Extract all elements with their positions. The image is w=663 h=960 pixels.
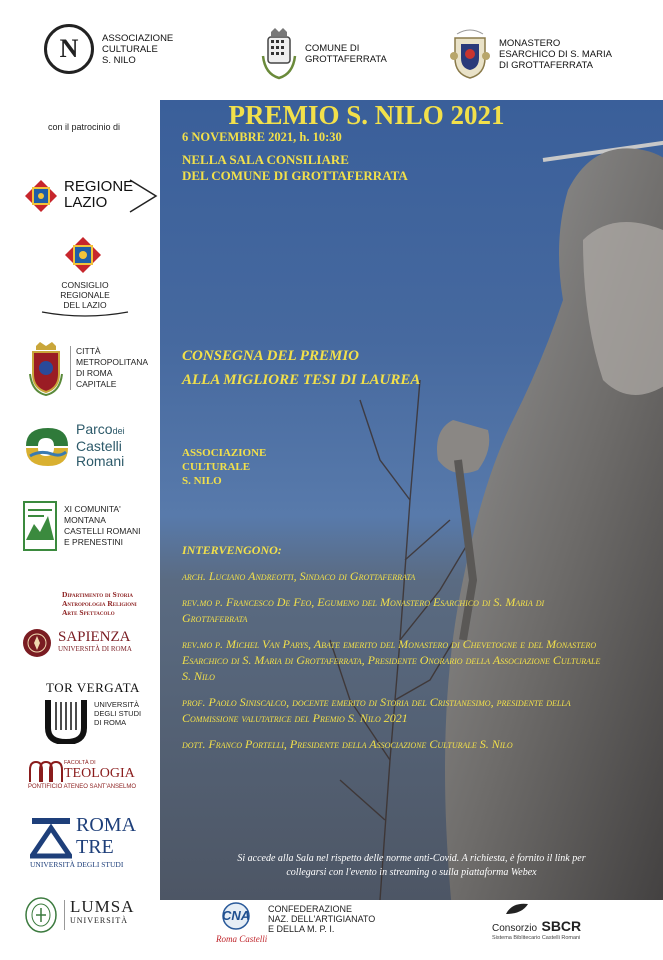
- torvergata-text: UNIVERSITÀ DEGLI STUDI DI ROMA: [94, 700, 142, 727]
- san-nilo-statue-image: [393, 120, 663, 900]
- cna-text: CONFEDERAZIONE NAZ. DELL'ARTIGIANATO E DELLA M. P. I.: [268, 904, 376, 934]
- speaker-item: prof. Paolo Siniscalco, docente emerito di Storia del Cristianesimo, presidente della Commissione valutatrice del Premio S. Nilo 2021: [182, 695, 571, 725]
- organizer: ASSOCIAZIONE CULTURALE S. NILO: [182, 447, 267, 487]
- comunita-montana-logo-icon: [22, 500, 58, 552]
- cna-roma-castelli: CNA Roma Castelli: [216, 902, 256, 937]
- torvergata-title: TOR VERGATA: [46, 680, 140, 695]
- parco-logo-icon: [22, 424, 72, 470]
- lumsa: [0, 896, 160, 938]
- poster-title: PREMIO S. NILO 2021: [228, 100, 505, 130]
- comunita-text: XI COMUNITA' MONTANA CASTELLI ROMANI E PRENESTINI: [64, 504, 141, 547]
- roma-tre-logo-icon: [30, 816, 72, 860]
- citta-divider: [70, 346, 71, 390]
- monastero-grottaferrata: [447, 28, 612, 80]
- sapienza: [0, 626, 160, 662]
- consiglio-text: CONSIGLIO REGIONALE DEL LAZIO: [60, 280, 110, 310]
- comune-grottaferrata: [259, 26, 387, 82]
- event-place: NELLA SALA CONSILIARE DEL COMUNE DI GROTTAFERRATA: [182, 152, 408, 183]
- lumsa-divider: [64, 900, 65, 930]
- event-date: 6 NOVEMBRE 2021, h. 10:30: [182, 130, 342, 144]
- sbcr-leaf-icon: [504, 902, 530, 916]
- tor-vergata: [0, 680, 160, 746]
- parco-text: Parcodei Castelli Romani: [76, 421, 125, 469]
- sponsors-sidebar: [0, 100, 160, 925]
- regione-lazio: [0, 176, 160, 216]
- patrocinio-label: con il patrocinio di: [48, 122, 121, 132]
- sbcr-title: Consorzio SBCR: [492, 918, 582, 934]
- poster-subtitle: CONSEGNA DEL PREMIO ALLA MIGLIORE TESI DI LAUREA: [182, 348, 421, 388]
- lumsa-seal-icon: [24, 896, 58, 934]
- covid-note: Si accede alla Sala nel rispetto delle norme anti-Covid. A richiesta, è fornito il link per collegarsi con l'evento in streaming o sulla piattaforma Webex: [237, 853, 586, 878]
- poster-main: [160, 100, 663, 900]
- comunita-montana: [0, 498, 160, 554]
- speakers-heading: INTERVENGONO:: [182, 543, 282, 557]
- regione-lazio-swoosh-icon: [128, 176, 158, 216]
- consiglio-regionale-lazio: [0, 236, 160, 322]
- citta-metropolitana-crest-icon: [28, 340, 64, 396]
- sapienza-seal-icon: [22, 628, 52, 658]
- consiglio-crest-icon: [64, 236, 102, 274]
- lumsa-text: LUMSA UNIVERSITÀ: [70, 897, 135, 925]
- monastero-crest-icon: [447, 28, 493, 80]
- sbcr-sub: Sistema Biblitecario Castelli Romani: [492, 935, 581, 941]
- speaker-item: dott. Franco Portelli, Presidente della Associazione Culturale S. Nilo: [182, 737, 513, 751]
- cna-sub: Roma Castelli: [216, 934, 268, 944]
- speaker-item: rev.mo p. Francesco De Feo, Egumeno del Monastero Esarchico di S. Maria di Grottaferrata: [182, 595, 545, 625]
- regione-lazio-crest-icon: [24, 179, 58, 213]
- roma-tre: [0, 812, 160, 872]
- consiglio-underline-icon: [40, 310, 130, 318]
- sapienza-text: SAPIENZA UNIVERSITÀ DI ROMA: [58, 629, 132, 653]
- speaker-item: rev.mo p. Michel Van Parys, Abate emerito del Monastero di Chevetogne e del Monastero Esarchico di S. Maria di Grottaferrata, Presidente Onorario della Associazione Culturale S. Nilo: [182, 637, 601, 683]
- speakers-list: [182, 542, 602, 762]
- regione-lazio-text: REGIONE LAZIO: [64, 178, 134, 211]
- dipartimento-text: Dipartimento di Storia Antropologia Religioni Arte Spettacolo: [62, 590, 137, 617]
- facolta-teologia: [0, 760, 160, 794]
- roma-tre-text: ROMA TRE: [76, 814, 137, 858]
- comune-name: COMUNE DI GROTTAFERRATA: [305, 43, 387, 65]
- parco-castelli-romani: [0, 422, 160, 474]
- torvergata-logo-icon: [44, 698, 88, 744]
- assoc-name: ASSOCIAZIONE CULTURALE S. NILO: [102, 32, 174, 66]
- header: [0, 0, 663, 100]
- speaker-item: arch. Luciano Andreotti, Sindaco di Grottaferrata: [182, 569, 416, 583]
- citta-metropolitana: [0, 336, 160, 398]
- citta-text: CITTÀ METROPOLITANA DI ROMA CAPITALE: [76, 346, 149, 389]
- monastero-name: MONASTERO ESARCHICO DI S. MARIA DI GROTTAFERRATA: [499, 37, 612, 71]
- assoc-san-nilo: [44, 24, 173, 74]
- teologia-text: FACOLTÀ DI TEOLOGIA: [64, 760, 135, 781]
- teologia-sub: PONTIFICIO ATENEO SANT'ANSELMO: [28, 784, 137, 790]
- dipartimento-storia: [0, 590, 160, 622]
- comune-crest-icon: [259, 26, 299, 82]
- san-nilo-logo-icon: N: [44, 24, 94, 74]
- roma-tre-sub: UNIVERSITÀ DEGLI STUDI: [30, 860, 124, 869]
- teologia-arches-icon: [28, 760, 64, 782]
- footer: [160, 900, 663, 960]
